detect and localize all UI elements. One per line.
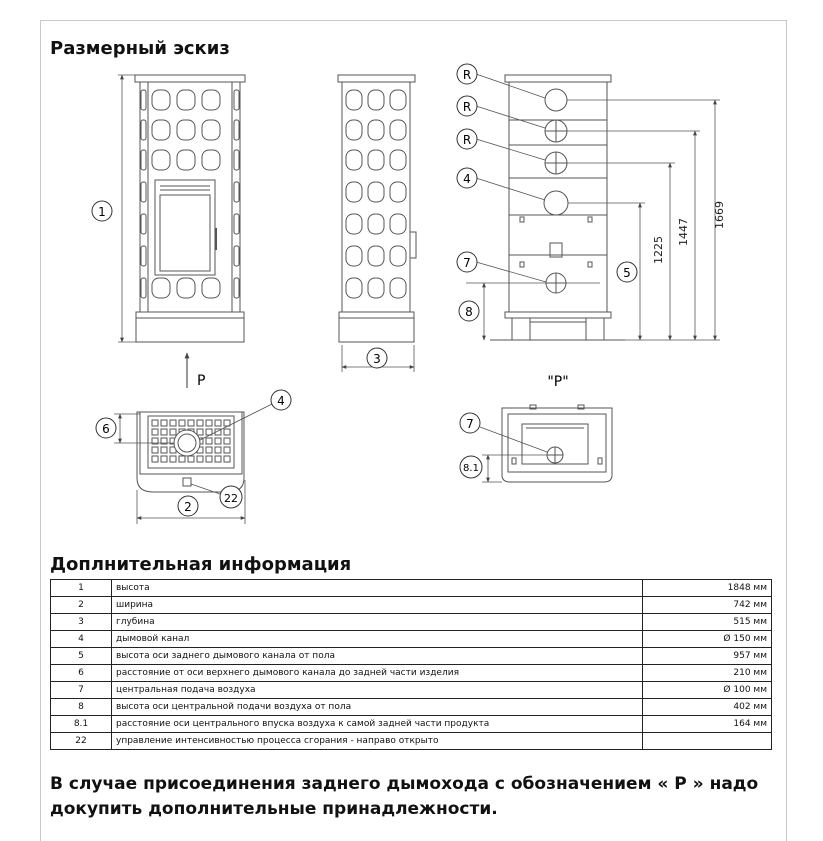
row-label: центральная подача воздуха	[112, 682, 643, 699]
row-value	[643, 733, 772, 750]
callout-rear-7	[457, 252, 477, 272]
row-value: 1848 мм	[643, 580, 772, 597]
table-row	[51, 597, 772, 614]
svg-text:5: 5	[623, 266, 631, 280]
svg-text:2: 2	[184, 500, 192, 514]
svg-text:1447: 1447	[677, 218, 690, 246]
svg-text:1: 1	[98, 205, 106, 219]
row-number: 6	[51, 665, 112, 682]
svg-text:P: P	[197, 373, 206, 389]
table-row	[51, 580, 772, 597]
info-table	[50, 579, 772, 750]
row-number: 3	[51, 614, 112, 631]
callout-r-1	[457, 64, 477, 84]
callout-rear-4	[457, 168, 477, 188]
svg-text:6: 6	[102, 422, 110, 436]
bottom-rear-view	[502, 405, 612, 482]
front-height-dim	[118, 75, 136, 342]
row-value: Ø 100 мм	[643, 682, 772, 699]
svg-text:4: 4	[277, 394, 285, 408]
rear-view	[490, 75, 625, 340]
svg-text:R: R	[462, 100, 472, 114]
footer-note: В случае присоединения заднего дымохода с обозначением « P » надо докупить дополнительные принадлежности.	[50, 774, 759, 819]
row-value: 957 мм	[643, 648, 772, 665]
svg-text:1669: 1669	[713, 201, 726, 229]
row-label: дымовой канал	[112, 631, 643, 648]
svg-text:22: 22	[224, 492, 238, 505]
table-row	[51, 716, 772, 733]
sketch-title: Размерный эскиз	[50, 38, 230, 59]
row-value: 402 мм	[643, 699, 772, 716]
table-row	[51, 631, 772, 648]
row-value: 742 мм	[643, 597, 772, 614]
callout-3	[367, 348, 387, 368]
svg-text:8: 8	[465, 305, 473, 319]
callout-top-4	[271, 390, 291, 410]
callout-1	[92, 201, 112, 221]
row-number: 2	[51, 597, 112, 614]
side-view	[338, 75, 416, 342]
row-label: глубина	[112, 614, 643, 631]
svg-text:R: R	[462, 68, 472, 82]
callout-bottom-7	[460, 413, 480, 433]
table-row	[51, 648, 772, 665]
callout-r-2	[457, 96, 477, 116]
svg-text:R: R	[462, 133, 472, 147]
row-value: 210 мм	[643, 665, 772, 682]
svg-text:1225: 1225	[652, 236, 665, 264]
table-row	[51, 733, 772, 750]
table-row	[51, 682, 772, 699]
row-label: высота оси заднего дымового канала от пола	[112, 648, 643, 665]
svg-text:4: 4	[463, 172, 471, 186]
callout-22	[220, 486, 242, 508]
row-number: 8	[51, 699, 112, 716]
svg-text:8.1: 8.1	[463, 463, 479, 474]
row-number: 22	[51, 733, 112, 750]
row-label: высота оси центральной подачи воздуха от пола	[112, 699, 643, 716]
row-number: 1	[51, 580, 112, 597]
row-label: управление интенсивностью процесса сгорания - направо открыто	[112, 733, 643, 750]
row-number: 8.1	[51, 716, 112, 733]
row-number: 4	[51, 631, 112, 648]
row-number: 5	[51, 648, 112, 665]
view-arrow-p	[187, 353, 205, 389]
bottom-rear-dims	[480, 427, 547, 482]
row-number: 7	[51, 682, 112, 699]
row-label: высота	[112, 580, 643, 597]
row-value: Ø 150 мм	[643, 631, 772, 648]
callout-rear-5	[617, 262, 637, 282]
row-label: расстояние от оси верхнего дымового канала до задней части изделия	[112, 665, 643, 682]
top-view	[137, 412, 244, 492]
svg-text:7: 7	[463, 256, 471, 270]
row-value: 164 мм	[643, 716, 772, 733]
row-label: ширина	[112, 597, 643, 614]
svg-text:7: 7	[466, 417, 474, 431]
row-value: 515 мм	[643, 614, 772, 631]
callout-r-3	[457, 129, 477, 149]
svg-text:3: 3	[373, 352, 381, 366]
table-row	[51, 699, 772, 716]
table-row	[51, 614, 772, 631]
callout-2	[178, 496, 198, 516]
front-view	[135, 75, 245, 342]
view-label-p: "P"	[547, 374, 569, 390]
callout-rear-8	[459, 301, 479, 321]
row-label: расстояние оси центрального впуска воздуха к самой задней части продукта	[112, 716, 643, 733]
table-row	[51, 665, 772, 682]
callout-8-1	[460, 456, 482, 478]
info-title: Доплнительная информация	[50, 554, 352, 575]
callout-6	[96, 418, 116, 438]
